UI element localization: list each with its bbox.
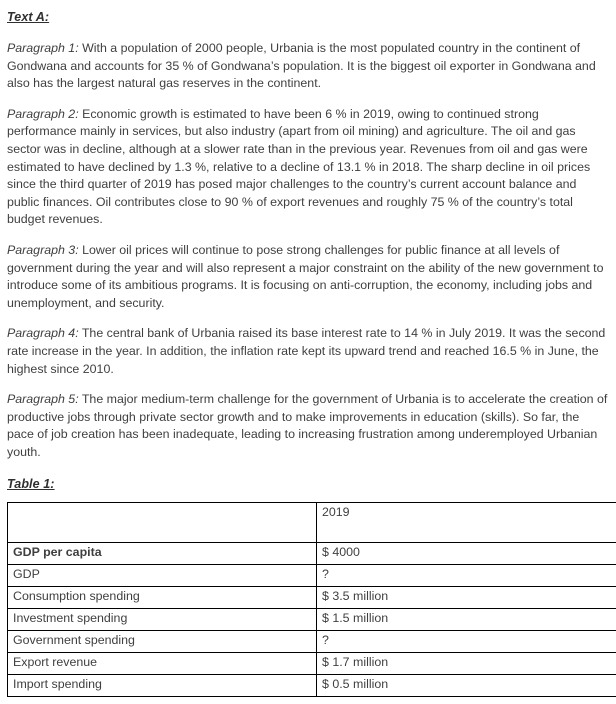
table-row <box>8 653 616 675</box>
paragraph-2 <box>0 106 616 229</box>
row-value-gdp-per-capita: $ 4000 <box>317 543 616 565</box>
paragraph-5 <box>0 391 616 461</box>
table-row <box>8 587 616 609</box>
paragraph-3-body: Lower oil prices will continue to pose strong challenges for public finance at all levels of government during the year and will also represent a major constraint on the ability of the new government to introduce some of its ambitious programs. It is focusing on anti-corruption, the economy, including jobs and unemployment, and security. <box>7 243 603 310</box>
table-body <box>8 503 616 697</box>
row-value-export-revenue: $ 1.7 million <box>317 653 616 675</box>
paragraph-2-body: Economic growth is estimated to have been 6 % in 2019, owing to continued strong performance mainly in services, but also industry (apart from oil mining) and agriculture. The oil and gas sector was in decline, although at a slower rate than in the previous year. Revenues from oil and gas were estimated to have declined by 1.3 %, relative to a decline of 13.1 % in 2018. The sharp decline in oil prices since the third quarter of 2019 has posed major challenges to the country’s current account balance and public finances. Oil contributes close to 90 % of export revenues and roughly 75 % of the country’s total budget revenues. <box>7 107 590 227</box>
text-a-heading: Text A: <box>7 10 49 24</box>
header-cell-year: 2019 <box>317 503 616 543</box>
text-a-heading-row <box>0 8 616 26</box>
paragraph-4-label: Paragraph 4: <box>7 326 79 340</box>
row-value-investment-spending: $ 1.5 million <box>317 609 616 631</box>
economic-data-table <box>7 502 616 697</box>
row-label-gdp: GDP <box>8 565 317 587</box>
header-cell-label <box>8 503 317 543</box>
paragraph-4-body: The central bank of Urbania raised its base interest rate to 14 % in July 2019. It was the second rate increase in the year. In addition, the inflation rate kept its upward trend and reached 16.5 % in June, the highest since 2010. <box>7 326 605 375</box>
row-value-government-spending: ? <box>317 631 616 653</box>
row-label-consumption-spending: Consumption spending <box>8 587 317 609</box>
paragraph-3 <box>0 242 616 312</box>
paragraph-4 <box>0 325 616 378</box>
paragraph-1-body: With a population of 2000 people, Urbania is the most populated country in the continent of Gondwana and accounts for 35 % of Gondwana’s population. It is the biggest oil exporter in Gondwana and also has the largest natural gas reserves in the continent. <box>7 41 596 90</box>
paragraph-1-label: Paragraph 1: <box>7 41 79 55</box>
table-row <box>8 609 616 631</box>
table-header-row <box>8 503 616 543</box>
row-label-import-spending: Import spending <box>8 675 317 697</box>
row-value-import-spending: $ 0.5 million <box>317 675 616 697</box>
row-value-consumption-spending: $ 3.5 million <box>317 587 616 609</box>
paragraph-1 <box>0 40 616 93</box>
row-label-investment-spending: Investment spending <box>8 609 317 631</box>
table-row <box>8 631 616 653</box>
row-value-gdp: ? <box>317 565 616 587</box>
table-row <box>8 675 616 697</box>
document-page <box>0 8 616 704</box>
row-label-gdp-per-capita: GDP per capita <box>8 543 317 565</box>
paragraph-2-label: Paragraph 2: <box>7 107 79 121</box>
table-1-heading-row <box>0 475 616 493</box>
table-1-heading: Table 1: <box>7 477 55 491</box>
paragraph-5-body: The major medium-term challenge for the government of Urbania is to accelerate the creation of productive jobs through private sector growth and to make improvements in education (skills). So far, the pace of job creation has been inadequate, leading to increasing frustration among underemployed Urbanian youth. <box>7 392 607 459</box>
paragraph-3-label: Paragraph 3: <box>7 243 79 257</box>
row-label-government-spending: Government spending <box>8 631 317 653</box>
paragraph-5-label: Paragraph 5: <box>7 392 79 406</box>
row-label-export-revenue: Export revenue <box>8 653 317 675</box>
table-row <box>8 565 616 587</box>
table-row <box>8 543 616 565</box>
